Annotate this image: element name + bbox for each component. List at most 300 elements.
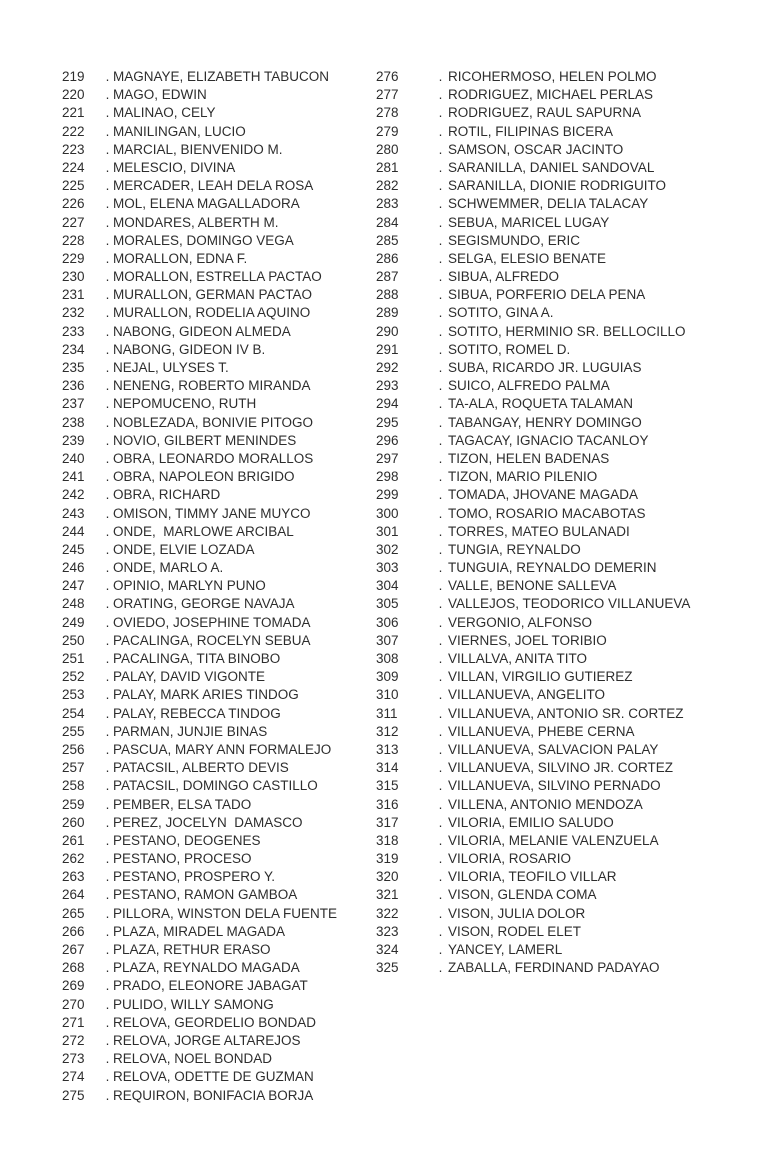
person-name: VILLALVA, ANITA TITO xyxy=(448,651,588,666)
list-row xyxy=(376,923,706,941)
row-separator-dot: . xyxy=(105,287,110,303)
row-separator-dot: . xyxy=(438,960,443,976)
list-row xyxy=(62,723,367,741)
row-separator-dot: . xyxy=(438,378,443,394)
person-name: RODRIGUEZ, MICHAEL PERLAS xyxy=(448,87,654,103)
list-row xyxy=(376,104,706,122)
row-separator-dot: . xyxy=(105,414,110,430)
row-number: 234 xyxy=(62,341,85,357)
row-number: 261 xyxy=(62,832,85,848)
row-separator-dot: . xyxy=(105,523,110,539)
person-name: SIBUA, ALFREDO xyxy=(448,269,560,285)
person-name: NOVIO, GILBERT MENINDES xyxy=(113,432,297,448)
person-name: NABONG, GIDEON ALMEDA xyxy=(113,323,291,339)
row-separator-dot: . xyxy=(105,69,110,84)
row-number: 275 xyxy=(62,1087,85,1103)
person-name: MELESCIO, DIVINA xyxy=(113,159,236,175)
row-separator-dot: . xyxy=(105,232,110,248)
list-row xyxy=(376,632,706,650)
row-number: 323 xyxy=(376,923,399,939)
list-row xyxy=(376,741,706,759)
row-number: 292 xyxy=(376,360,399,375)
row-number: 296 xyxy=(376,432,399,448)
row-number: 284 xyxy=(376,214,399,230)
list-row xyxy=(376,323,706,341)
list-row xyxy=(62,341,367,359)
list-row xyxy=(376,541,706,559)
row-number: 315 xyxy=(376,778,399,794)
row-separator-dot: . xyxy=(105,432,110,448)
person-name: ONDE, ELVIE LOZADA xyxy=(113,541,255,557)
row-number: 255 xyxy=(62,723,85,739)
row-separator-dot: . xyxy=(438,669,443,685)
person-name: TA-ALA, ROQUETA TALAMAN xyxy=(448,396,634,412)
row-number: 272 xyxy=(62,1032,85,1048)
person-name: MURALLON, GERMAN PACTAO xyxy=(113,287,313,303)
row-number: 271 xyxy=(62,1014,85,1030)
row-separator-dot: . xyxy=(105,196,110,212)
row-separator-dot: . xyxy=(438,123,443,139)
row-number: 307 xyxy=(376,632,399,648)
person-name: PULIDO, WILLY SAMONG xyxy=(113,996,274,1012)
row-separator-dot: . xyxy=(438,905,443,921)
row-separator-dot: . xyxy=(438,723,443,739)
list-row xyxy=(376,868,706,886)
person-name: REQUIRON, BONIFACIA BORJA xyxy=(113,1087,314,1103)
person-name: VERGONIO, ALFONSO xyxy=(448,614,593,630)
person-name: MORALLON, EDNA F. xyxy=(113,250,248,266)
row-separator-dot: . xyxy=(105,923,110,939)
person-name: VILORIA, MELANIE VALENZUELA xyxy=(448,832,659,848)
person-name: PATACSIL, ALBERTO DEVIS xyxy=(113,760,289,776)
row-number: 252 xyxy=(62,669,85,685)
list-row xyxy=(376,668,706,686)
list-row xyxy=(62,886,367,904)
row-separator-dot: . xyxy=(105,596,110,612)
person-name: VALLEJOS, TEODORICO VILLANUEVA xyxy=(448,596,691,612)
list-row xyxy=(62,832,367,850)
list-row xyxy=(62,450,367,468)
list-row xyxy=(376,523,706,541)
row-separator-dot: . xyxy=(438,432,443,448)
list-row xyxy=(376,614,706,632)
row-number: 312 xyxy=(376,723,399,739)
row-number: 282 xyxy=(376,178,399,194)
row-number: 319 xyxy=(376,851,399,867)
row-number: 244 xyxy=(62,523,85,539)
row-number: 260 xyxy=(62,814,85,830)
list-row xyxy=(376,141,706,159)
row-number: 219 xyxy=(62,69,85,84)
list-row xyxy=(62,1068,367,1086)
person-name: PEMBER, ELSA TADO xyxy=(113,796,252,812)
person-name: OBRA, LEONARDO MORALLOS xyxy=(113,450,314,466)
row-number: 265 xyxy=(62,905,85,921)
row-separator-dot: . xyxy=(438,232,443,248)
row-separator-dot: . xyxy=(438,396,443,412)
list-row xyxy=(62,195,367,213)
row-number: 299 xyxy=(376,487,399,503)
row-separator-dot: . xyxy=(438,541,443,557)
row-separator-dot: . xyxy=(105,996,110,1012)
person-name: TIZON, HELEN BADENAS xyxy=(448,450,610,466)
row-separator-dot: . xyxy=(438,814,443,830)
row-separator-dot: . xyxy=(105,505,110,521)
person-name: SARANILLA, DIONIE RODRIGUITO xyxy=(448,178,667,194)
list-row xyxy=(376,686,706,704)
row-number: 263 xyxy=(62,869,85,885)
list-row xyxy=(62,941,367,959)
row-separator-dot: . xyxy=(105,741,110,757)
person-name: ROTIL, FILIPINAS BICERA xyxy=(448,123,614,139)
person-name: VIERNES, JOEL TORIBIO xyxy=(448,632,607,648)
row-separator-dot: . xyxy=(105,851,110,867)
row-number: 300 xyxy=(376,505,399,521)
person-name: NENENG, ROBERTO MIRANDA xyxy=(113,378,311,394)
person-name: PALAY, REBECCA TINDOG xyxy=(113,705,281,721)
row-separator-dot: . xyxy=(438,560,443,576)
row-number: 239 xyxy=(62,432,85,448)
person-name: VILLENA, ANTONIO MENDOZA xyxy=(448,796,643,812)
row-number: 308 xyxy=(376,651,399,666)
row-number: 220 xyxy=(62,87,85,103)
person-name: ONDE, MARLO A. xyxy=(113,560,224,576)
row-number: 231 xyxy=(62,287,85,303)
row-separator-dot: . xyxy=(105,614,110,630)
row-number: 268 xyxy=(62,960,85,976)
list-row xyxy=(62,614,367,632)
list-row xyxy=(62,250,367,268)
person-name: YANCEY, LAMERL xyxy=(448,942,563,957)
row-separator-dot: . xyxy=(105,560,110,576)
row-separator-dot: . xyxy=(105,578,110,594)
row-separator-dot: . xyxy=(105,360,110,375)
person-name: RELOVA, GEORDELIO BONDAD xyxy=(113,1014,317,1030)
row-separator-dot: . xyxy=(105,687,110,703)
list-row xyxy=(62,141,367,159)
person-name: MERCADER, LEAH DELA ROSA xyxy=(113,178,314,194)
person-name: SARANILLA, DANIEL SANDOVAL xyxy=(448,159,655,175)
row-number: 251 xyxy=(62,651,85,666)
row-number: 243 xyxy=(62,505,85,521)
list-row xyxy=(62,268,367,286)
row-number: 264 xyxy=(62,887,85,903)
row-number: 291 xyxy=(376,341,399,357)
list-row xyxy=(376,414,706,432)
list-row xyxy=(62,977,367,995)
row-separator-dot: . xyxy=(438,287,443,303)
list-row xyxy=(62,486,367,504)
row-number: 318 xyxy=(376,832,399,848)
row-number: 273 xyxy=(62,1051,85,1067)
row-separator-dot: . xyxy=(105,905,110,921)
list-row xyxy=(376,559,706,577)
list-row xyxy=(376,832,706,850)
list-row xyxy=(62,104,367,122)
row-number: 246 xyxy=(62,560,85,576)
person-name: VISON, JULIA DOLOR xyxy=(448,905,586,921)
row-separator-dot: . xyxy=(438,632,443,648)
list-row xyxy=(62,68,367,86)
row-separator-dot: . xyxy=(438,778,443,794)
list-row xyxy=(376,341,706,359)
row-separator-dot: . xyxy=(105,832,110,848)
row-separator-dot: . xyxy=(105,450,110,466)
person-name: VILLANUEVA, SALVACION PALAY xyxy=(448,741,659,757)
list-row xyxy=(62,796,367,814)
row-number: 304 xyxy=(376,578,399,594)
list-row xyxy=(376,359,706,377)
row-number: 317 xyxy=(376,814,399,830)
row-number: 278 xyxy=(376,105,399,121)
row-separator-dot: . xyxy=(438,159,443,175)
list-row xyxy=(62,304,367,322)
list-row xyxy=(376,796,706,814)
row-number: 285 xyxy=(376,232,399,248)
person-name: VISON, RODEL ELET xyxy=(448,923,582,939)
person-name: PASCUA, MARY ANN FORMALEJO xyxy=(113,741,332,757)
row-number: 294 xyxy=(376,396,399,412)
row-number: 235 xyxy=(62,360,85,375)
list-row xyxy=(62,686,367,704)
list-row xyxy=(376,68,706,86)
row-number: 254 xyxy=(62,705,85,721)
row-number: 303 xyxy=(376,560,399,576)
list-row xyxy=(376,941,706,959)
row-separator-dot: . xyxy=(105,487,110,503)
row-separator-dot: . xyxy=(105,814,110,830)
person-name: PRADO, ELEONORE JABAGAT xyxy=(113,978,308,994)
row-separator-dot: . xyxy=(438,796,443,812)
person-name: PEREZ, JOCELYN DAMASCO xyxy=(113,814,303,830)
row-separator-dot: . xyxy=(438,851,443,867)
row-number: 269 xyxy=(62,978,85,994)
row-separator-dot: . xyxy=(105,796,110,812)
row-separator-dot: . xyxy=(105,869,110,885)
person-name: SOTITO, ROMEL D. xyxy=(448,341,571,357)
list-row xyxy=(62,159,367,177)
list-row xyxy=(376,577,706,595)
row-number: 290 xyxy=(376,323,399,339)
row-separator-dot: . xyxy=(105,960,110,976)
person-name: MORALES, DOMINGO VEGA xyxy=(113,232,294,248)
list-row xyxy=(376,214,706,232)
row-separator-dot: . xyxy=(105,1051,110,1067)
row-number: 302 xyxy=(376,541,399,557)
list-row xyxy=(62,632,367,650)
row-separator-dot: . xyxy=(438,741,443,757)
list-row xyxy=(62,705,367,723)
person-name: SIBUA, PORFERIO DELA PENA xyxy=(448,287,646,303)
row-separator-dot: . xyxy=(438,323,443,339)
list-row xyxy=(62,577,367,595)
person-name: RICOHERMOSO, HELEN POLMO xyxy=(448,69,657,84)
person-name: ONDE, MARLOWE ARCIBAL xyxy=(113,523,294,539)
list-row xyxy=(376,286,706,304)
person-name: PLAZA, RETHUR ERASO xyxy=(113,942,271,957)
row-separator-dot: . xyxy=(105,887,110,903)
row-separator-dot: . xyxy=(438,305,443,321)
person-name: PALAY, MARK ARIES TINDOG xyxy=(113,687,299,703)
person-name: VILORIA, TEOFILO VILLAR xyxy=(448,869,617,885)
person-name: TIZON, MARIO PILENIO xyxy=(448,469,598,485)
row-number: 230 xyxy=(62,269,85,285)
row-separator-dot: . xyxy=(438,69,443,84)
list-row xyxy=(62,214,367,232)
row-number: 228 xyxy=(62,232,85,248)
row-number: 270 xyxy=(62,996,85,1012)
row-number: 288 xyxy=(376,287,399,303)
row-separator-dot: . xyxy=(105,378,110,394)
row-separator-dot: . xyxy=(105,250,110,266)
list-row xyxy=(62,595,367,613)
person-name: PESTANO, PROSPERO Y. xyxy=(113,869,276,885)
list-row xyxy=(376,505,706,523)
person-name: ZABALLA, FERDINAND PADAYAO xyxy=(448,960,660,976)
list-row xyxy=(376,159,706,177)
person-name: VILLANUEVA, SILVINO JR. CORTEZ xyxy=(448,760,674,776)
row-number: 249 xyxy=(62,614,85,630)
row-number: 310 xyxy=(376,687,399,703)
row-separator-dot: . xyxy=(105,705,110,721)
person-name: RODRIGUEZ, RAUL SAPURNA xyxy=(448,105,642,121)
person-name: RELOVA, NOEL BONDAD xyxy=(113,1051,273,1067)
row-separator-dot: . xyxy=(105,396,110,412)
list-row xyxy=(376,123,706,141)
row-number: 311 xyxy=(376,705,398,721)
row-number: 259 xyxy=(62,796,85,812)
person-name: TUNGIA, REYNALDO xyxy=(448,541,581,557)
person-name: MAGNAYE, ELIZABETH TABUCON xyxy=(113,69,330,84)
row-number: 281 xyxy=(376,159,399,175)
row-separator-dot: . xyxy=(105,87,110,103)
row-separator-dot: . xyxy=(105,123,110,139)
person-name: PESTANO, DEOGENES xyxy=(113,832,261,848)
person-name: OPINIO, MARLYN PUNO xyxy=(113,578,266,594)
row-number: 289 xyxy=(376,305,399,321)
row-number: 293 xyxy=(376,378,399,394)
row-number: 309 xyxy=(376,669,399,685)
row-number: 306 xyxy=(376,614,399,630)
list-row xyxy=(62,814,367,832)
row-separator-dot: . xyxy=(438,687,443,703)
row-separator-dot: . xyxy=(438,360,443,375)
person-name: VILORIA, EMILIO SALUDO xyxy=(448,814,614,830)
list-row xyxy=(62,414,367,432)
row-separator-dot: . xyxy=(438,923,443,939)
person-name: MALINAO, CELY xyxy=(113,105,216,121)
person-name: VILLANUEVA, ANGELITO xyxy=(448,687,606,703)
person-name: TORRES, MATEO BULANADI xyxy=(448,523,630,539)
row-number: 248 xyxy=(62,596,85,612)
row-number: 286 xyxy=(376,250,399,266)
person-name: VISON, GLENDA COMA xyxy=(448,887,597,903)
person-name: VALLE, BENONE SALLEVA xyxy=(448,578,617,594)
row-number: 233 xyxy=(62,323,85,339)
person-name: MAGO, EDWIN xyxy=(113,87,207,103)
person-name: MURALLON, RODELIA AQUINO xyxy=(113,305,311,321)
person-name: PESTANO, RAMON GAMBOA xyxy=(113,887,298,903)
row-separator-dot: . xyxy=(438,869,443,885)
list-row xyxy=(62,395,367,413)
list-row xyxy=(62,559,367,577)
list-row xyxy=(376,723,706,741)
list-row xyxy=(62,850,367,868)
person-name: NOBLEZADA, BONIVIE PITOGO xyxy=(113,414,314,430)
list-row xyxy=(62,432,367,450)
name-list-column-left xyxy=(62,68,367,1105)
row-number: 267 xyxy=(62,942,85,957)
person-name: VILLANUEVA, ANTONIO SR. CORTEZ xyxy=(448,705,684,721)
person-name: ORATING, GEORGE NAVAJA xyxy=(113,596,295,612)
row-separator-dot: . xyxy=(438,469,443,485)
list-row xyxy=(62,468,367,486)
person-name: SUICO, ALFREDO PALMA xyxy=(448,378,610,394)
list-row xyxy=(376,232,706,250)
row-separator-dot: . xyxy=(438,523,443,539)
row-separator-dot: . xyxy=(438,105,443,121)
row-separator-dot: . xyxy=(105,305,110,321)
row-number: 225 xyxy=(62,178,85,194)
row-separator-dot: . xyxy=(438,269,443,285)
list-row xyxy=(62,868,367,886)
row-separator-dot: . xyxy=(438,832,443,848)
list-row xyxy=(376,777,706,795)
row-separator-dot: . xyxy=(438,87,443,103)
list-row xyxy=(62,650,367,668)
row-separator-dot: . xyxy=(105,723,110,739)
person-name: TUNGUIA, REYNALDO DEMERIN xyxy=(448,560,657,576)
row-separator-dot: . xyxy=(105,651,110,666)
person-name: PESTANO, PROCESO xyxy=(113,851,252,867)
list-row xyxy=(376,705,706,723)
list-row xyxy=(376,959,706,977)
row-separator-dot: . xyxy=(105,341,110,357)
row-number: 238 xyxy=(62,414,85,430)
list-row xyxy=(62,523,367,541)
list-row xyxy=(62,177,367,195)
row-separator-dot: . xyxy=(438,705,443,721)
list-row xyxy=(376,432,706,450)
row-number: 240 xyxy=(62,450,85,466)
row-separator-dot: . xyxy=(105,632,110,648)
row-number: 321 xyxy=(376,887,399,903)
list-row xyxy=(62,541,367,559)
list-row xyxy=(62,359,367,377)
person-name: VILLANUEVA, PHEBE CERNA xyxy=(448,723,635,739)
person-name: MANILINGAN, LUCIO xyxy=(113,123,246,139)
row-separator-dot: . xyxy=(105,669,110,685)
person-name: VILORIA, ROSARIO xyxy=(448,851,572,867)
person-name: SAMSON, OSCAR JACINTO xyxy=(448,141,624,157)
list-row xyxy=(62,741,367,759)
row-separator-dot: . xyxy=(105,141,110,157)
row-number: 324 xyxy=(376,942,399,957)
list-row xyxy=(376,268,706,286)
person-name: TAGACAY, IGNACIO TACANLOY xyxy=(448,432,649,448)
row-number: 221 xyxy=(62,105,85,121)
list-row xyxy=(62,996,367,1014)
list-row xyxy=(62,1014,367,1032)
row-separator-dot: . xyxy=(105,214,110,230)
row-separator-dot: . xyxy=(105,178,110,194)
person-name: MOL, ELENA MAGALLADORA xyxy=(113,196,300,212)
person-name: SOTITO, HERMINIO SR. BELLOCILLO xyxy=(448,323,686,339)
row-number: 223 xyxy=(62,141,85,157)
row-number: 241 xyxy=(62,469,85,485)
row-number: 305 xyxy=(376,596,399,612)
list-row xyxy=(376,177,706,195)
